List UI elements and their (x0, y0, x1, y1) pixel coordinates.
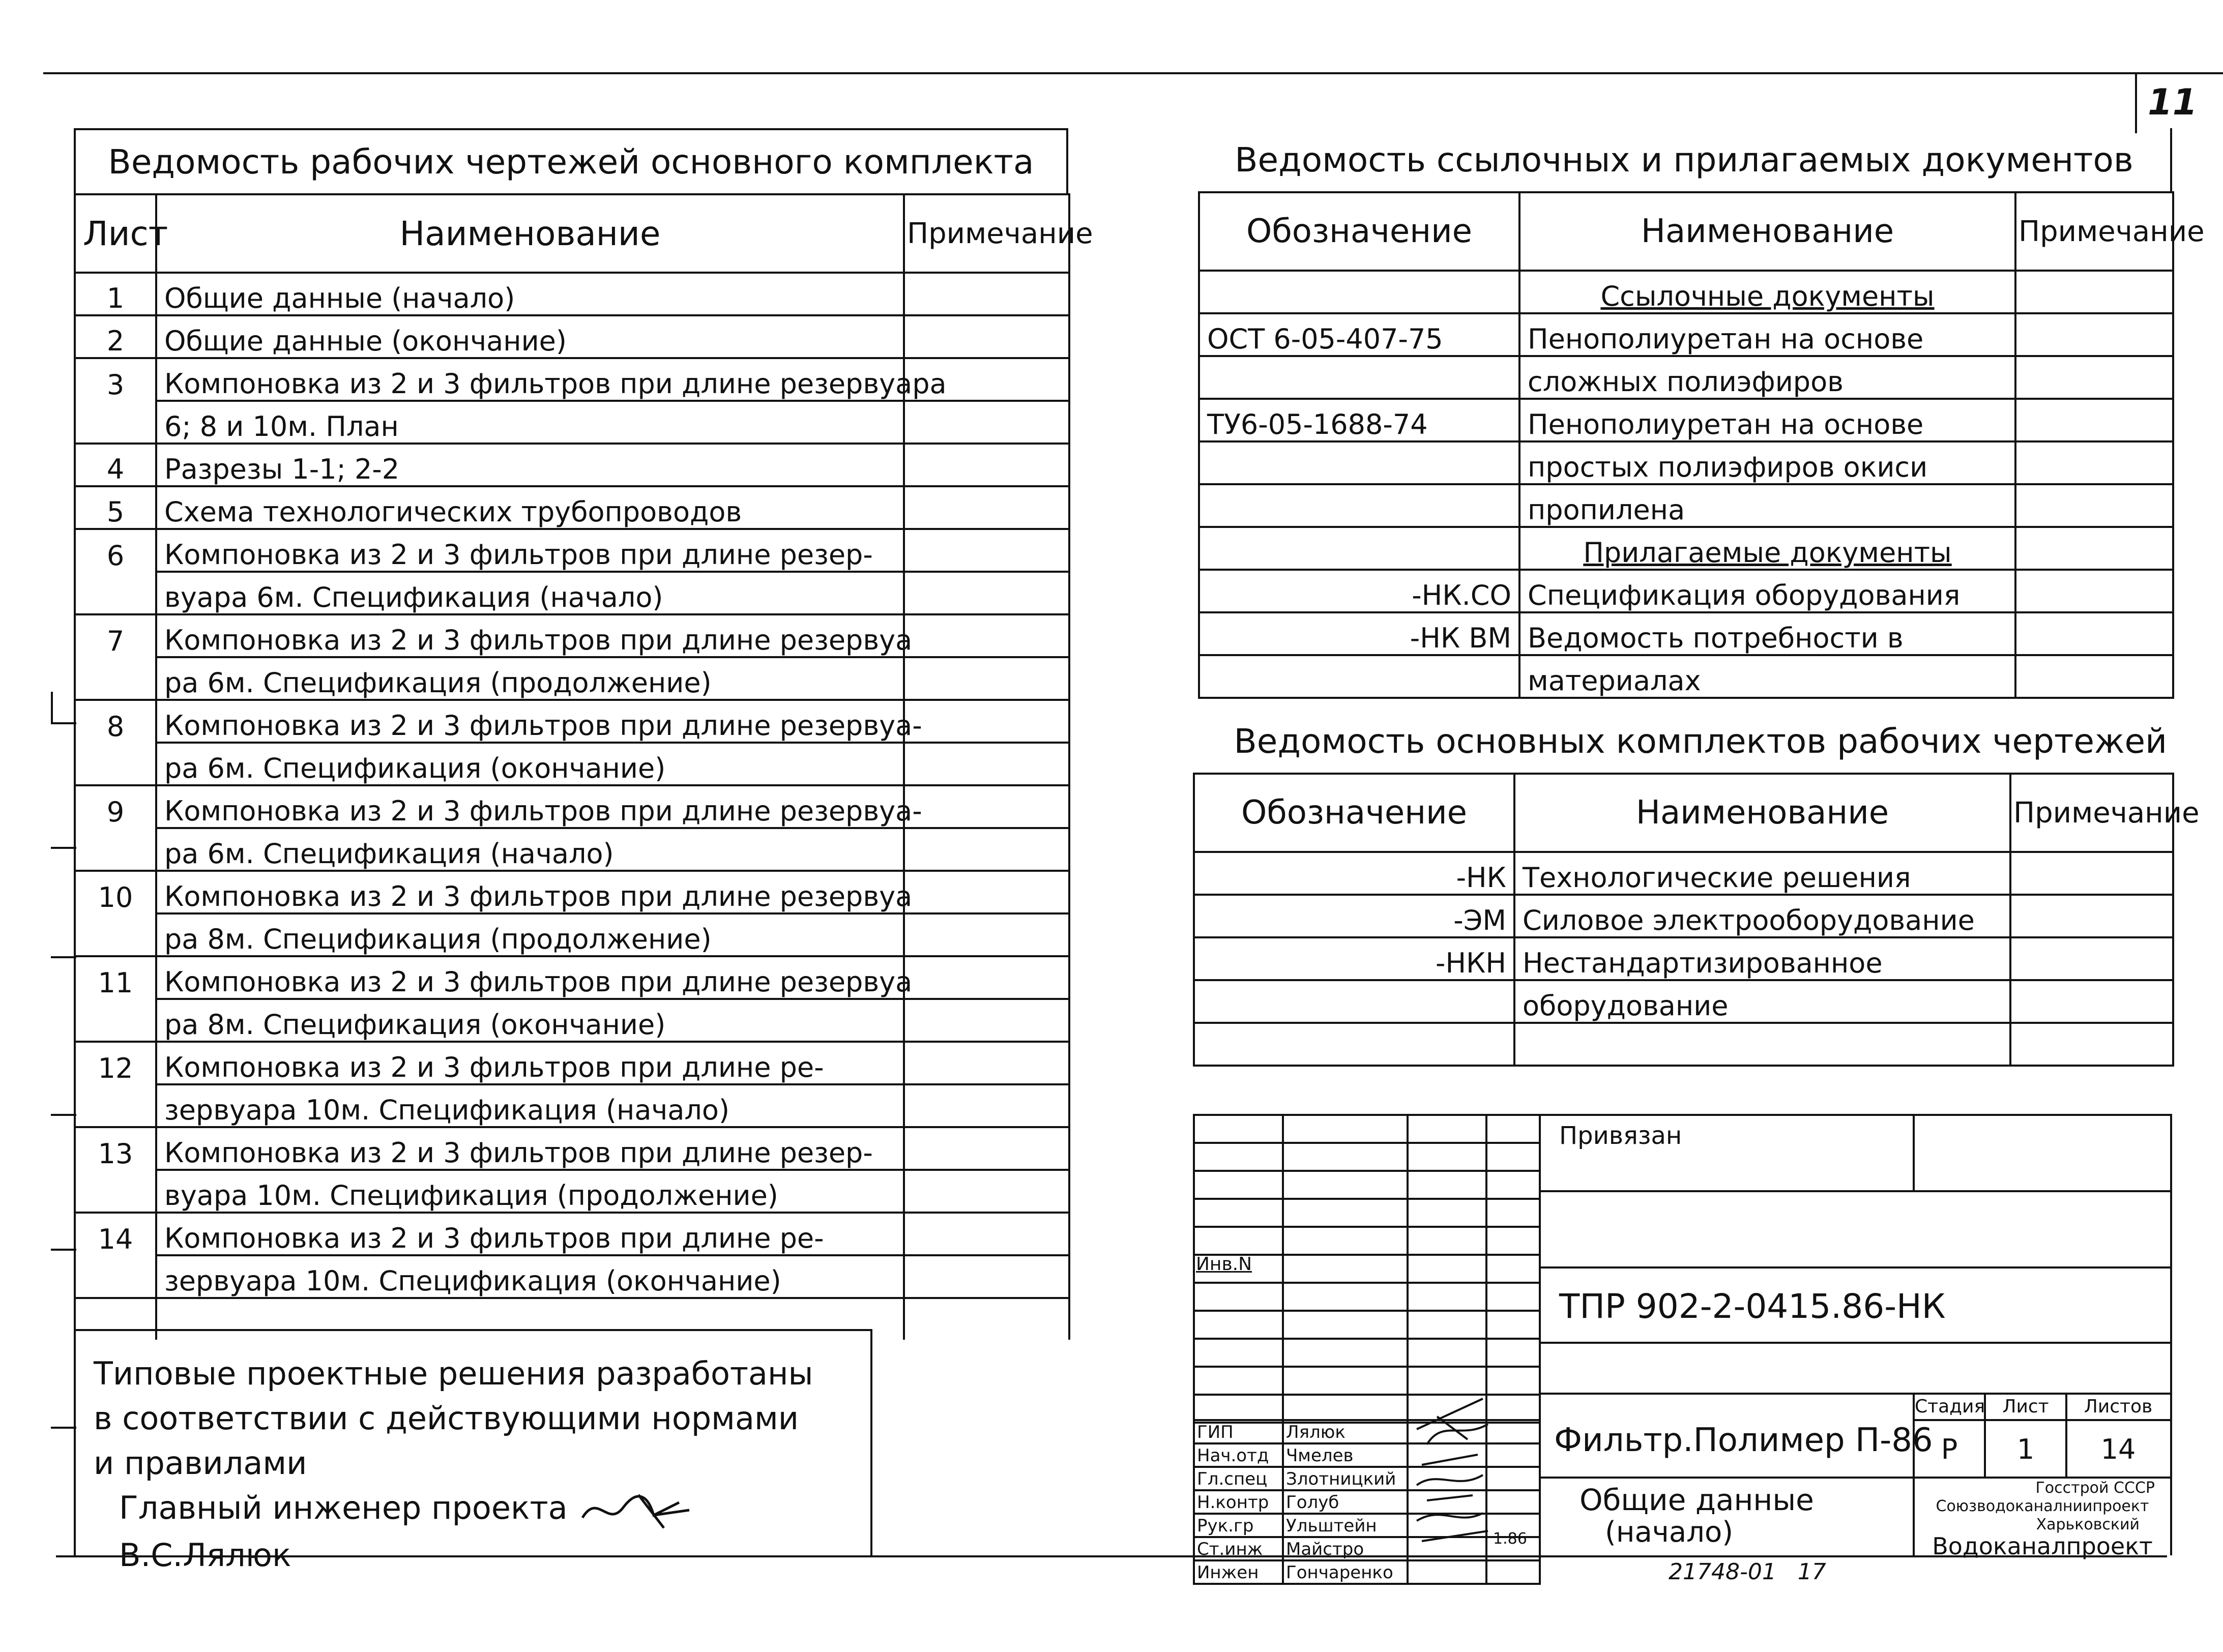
signature-name: Голуб (1283, 1490, 1408, 1514)
sheet-number (75, 999, 156, 1042)
sheet-note (904, 1084, 1069, 1127)
table-row (1194, 852, 2173, 895)
footer-number: 21748-01 17 (1669, 1559, 1826, 1585)
set-name (1514, 1023, 2010, 1066)
table-row (1199, 271, 2173, 313)
table-row (75, 1170, 1069, 1213)
chief-engineer (94, 1486, 855, 1578)
sheet-name: ра 6м. Спецификация (продолжение) (156, 657, 904, 700)
sheet-name: Компоновка из 2 и 3 фильтров при длине резервуара (156, 358, 904, 401)
signature-name: Майстро (1283, 1537, 1408, 1560)
sheet-name: ра 6м. Спецификация (окончание) (156, 743, 904, 785)
sheet-note (904, 486, 1069, 529)
sheet-number: 14 (75, 1213, 156, 1255)
margin-tick (51, 1427, 76, 1429)
table-row (75, 614, 1069, 657)
sheet-name: Общие данные (окончание) (156, 315, 904, 358)
note-line-1: Типовые проектные решения разработаны (94, 1355, 813, 1392)
signature-name: Гончаренко (1283, 1560, 1408, 1584)
set-note (2010, 1023, 2173, 1066)
sheet-title-1: Общие данные (1579, 1483, 1814, 1517)
main-sets-table (1193, 773, 2200, 1067)
set-code (1194, 1023, 1514, 1066)
sheet-number (75, 657, 156, 700)
sheet-note (904, 1042, 1069, 1084)
table-row (1194, 980, 2173, 1023)
col-name-header: Наименование (1519, 192, 2015, 271)
doc-code: -НК.СО (1199, 570, 1519, 612)
table-row (75, 1084, 1069, 1127)
sheet-note (904, 1255, 1069, 1298)
set-name: оборудование (1514, 980, 2010, 1023)
main-sheet-table (74, 193, 1093, 1340)
sheet-value: 1 (2016, 1433, 2035, 1465)
table-row (1199, 399, 2173, 441)
sheet-number: 11 (75, 956, 156, 999)
table-row (75, 743, 1069, 785)
main-sheet-list (74, 128, 1093, 1340)
set-note (2010, 852, 2173, 895)
table-row (75, 486, 1069, 529)
set-code: -НКН (1194, 937, 1514, 980)
table-row (75, 1127, 1069, 1170)
project-name: Фильтр.Полимер П-86 (1554, 1422, 1933, 1459)
signature-role: Инжен (1194, 1560, 1283, 1584)
sheet-name: зервуара 10м. Спецификация (окончание) (156, 1255, 904, 1298)
sheet-name: ра 6м. Спецификация (начало) (156, 828, 904, 871)
doc-code: -НК ВМ (1199, 612, 1519, 655)
sheet-number (75, 828, 156, 871)
set-note (2010, 895, 2173, 937)
margin-tick (51, 1114, 76, 1116)
table-row (75, 828, 1069, 871)
sheet-note (904, 315, 1069, 358)
doc-note (2015, 612, 2173, 655)
stage-value: Р (1941, 1433, 1958, 1465)
doc-name: Пенополиуретан на основе (1519, 399, 2015, 441)
org-line-2: Союзводоканалниипроект (1936, 1497, 2149, 1515)
sheet-number (75, 401, 156, 444)
reference-docs (1198, 128, 2205, 699)
table-row (1199, 527, 2173, 570)
sheet-note (904, 785, 1069, 828)
grid-line (1193, 1142, 1539, 1144)
col-code-header: Обозначение (1194, 774, 1514, 852)
signature-cell (1408, 1560, 1486, 1584)
chief-engineer-name: В.С.Лялюк (119, 1536, 291, 1574)
sheet-number (75, 1170, 156, 1213)
doc-note (2015, 399, 2173, 441)
col-sheet-header: Лист (75, 194, 156, 273)
grid-line (1193, 1366, 1539, 1368)
table-row (1199, 570, 2173, 612)
sheets-label: Листов (2084, 1396, 2153, 1417)
sheet-name: Компоновка из 2 и 3 фильтров при длине резервуа- (156, 700, 904, 743)
sheet-number: 5 (75, 486, 156, 529)
doc-code (1199, 271, 1519, 313)
table-header (1194, 774, 2173, 852)
grid-line (1193, 1170, 1539, 1172)
sheet-number: 13 (75, 1127, 156, 1170)
table-row (1194, 937, 2173, 980)
section-heading: Прилагаемые документы (1519, 527, 2015, 570)
doc-name: пропилена (1519, 484, 2015, 527)
table-row (75, 572, 1069, 614)
table-header (1199, 192, 2173, 271)
grid-line (1539, 1477, 2172, 1479)
sheet-name: зервуара 10м. Спецификация (начало) (156, 1084, 904, 1127)
doc-code (1199, 655, 1519, 698)
table-row (75, 444, 1069, 486)
sheet-name: вуара 10м. Спецификация (продолжение) (156, 1170, 904, 1213)
doc-note (2015, 484, 2173, 527)
signature-name: Лялюк (1283, 1420, 1408, 1443)
sheet-note (904, 614, 1069, 657)
table-row (75, 1213, 1069, 1255)
table-row (75, 273, 1069, 315)
table-row (75, 401, 1069, 444)
doc-code: ТУ6-05-1688-74 (1199, 399, 1519, 441)
document-code: ТПР 902-2-0415.86-НК (1559, 1287, 1946, 1326)
sheet-number: 10 (75, 871, 156, 913)
doc-note (2015, 570, 2173, 612)
table-row (1199, 441, 2173, 484)
doc-name: Спецификация оборудования (1519, 570, 2015, 612)
sheet-name: Компоновка из 2 и 3 фильтров при длине ре- (156, 1042, 904, 1084)
table-row (75, 700, 1069, 743)
sheet-name: Разрезы 1-1; 2-2 (156, 444, 904, 486)
sheet-name: ра 8м. Спецификация (продолжение) (156, 913, 904, 956)
doc-code: ОСТ 6-05-407-75 (1199, 313, 1519, 356)
table-row (1199, 655, 2173, 698)
sheet-note (904, 871, 1069, 913)
org-line-3: Харьковский (2036, 1516, 2140, 1533)
sheet-note (904, 401, 1069, 444)
doc-note (2015, 527, 2173, 570)
sheet-number (75, 572, 156, 614)
sheet-number (75, 1084, 156, 1127)
signatures-scribble-icon (1407, 1368, 1498, 1551)
page-number-divider (2135, 72, 2137, 133)
set-name: Нестандартизированное (1514, 937, 2010, 980)
doc-code (1199, 441, 1519, 484)
page-number: 11 (2148, 81, 2198, 123)
sheet-name: Компоновка из 2 и 3 фильтров при длине резервуа- (156, 785, 904, 828)
table-row (75, 1042, 1069, 1084)
reference-docs-table (1198, 191, 2205, 699)
date-mark: 1.86 (1493, 1530, 1527, 1548)
sheet-name: Общие данные (начало) (156, 273, 904, 315)
sheet-name: вуара 6м. Спецификация (начало) (156, 572, 904, 614)
table-row (75, 871, 1069, 913)
set-name: Технологические решения (1514, 852, 2010, 895)
signature-role: ГИП (1194, 1420, 1283, 1443)
grid-line (1193, 1198, 1539, 1200)
attached-label: Привязан (1559, 1122, 1682, 1150)
organization (1915, 1479, 2170, 1558)
doc-note (2015, 441, 2173, 484)
sheet-note (904, 913, 1069, 956)
sheet-number (75, 1255, 156, 1298)
sheet-rows (75, 273, 1069, 1298)
table-row (75, 785, 1069, 828)
set-note (2010, 980, 2173, 1023)
doc-code (1199, 484, 1519, 527)
col-code-header: Обозначение (1199, 192, 1519, 271)
grid-line (1193, 1226, 1539, 1228)
signature-icon (577, 1487, 694, 1533)
sheet-name: 6; 8 и 10м. План (156, 401, 904, 444)
signature-role: Гл.спец (1194, 1467, 1283, 1490)
grid-line (1913, 1114, 1915, 1190)
main-sheet-list-title: Ведомость рабочих чертежей основного комплекта (108, 142, 1034, 182)
grid-line (1539, 1393, 2172, 1395)
sheet-number: 4 (75, 444, 156, 486)
grid-line (1539, 1190, 2172, 1192)
doc-note (2015, 356, 2173, 399)
main-sheet-list-title-box (74, 128, 1068, 193)
sheet-number: 6 (75, 529, 156, 572)
doc-name: материалах (1519, 655, 2015, 698)
sheet-note (904, 1170, 1069, 1213)
reference-docs-title-box (1198, 128, 2172, 191)
doc-note (2015, 313, 2173, 356)
grid-line (1913, 1419, 2172, 1421)
sheet-note (904, 572, 1069, 614)
signature-name: Злотницкий (1283, 1467, 1408, 1490)
table-row (1194, 1023, 2173, 1066)
sheet-name: ра 8м. Спецификация (окончание) (156, 999, 904, 1042)
org-line-4: Водоканалпроект (1932, 1532, 2153, 1560)
sheet-note (904, 700, 1069, 743)
stage-label: Стадия (1915, 1396, 1985, 1417)
grid-line (1193, 1310, 1539, 1312)
sheet-name: Компоновка из 2 и 3 фильтров при длине резер- (156, 529, 904, 572)
empty-cell (904, 1298, 1069, 1340)
reference-rows (1199, 271, 2173, 698)
table-row (75, 358, 1069, 401)
table-row (1199, 313, 2173, 356)
grid-line (1193, 1338, 1539, 1340)
note-line-2: в соответствии с действующими нормами (94, 1400, 799, 1437)
sheet-name: Компоновка из 2 и 3 фильтров при длине резер- (156, 1127, 904, 1170)
grid-line (1193, 1282, 1539, 1284)
set-note (2010, 937, 2173, 980)
section-heading: Ссылочные документы (1519, 271, 2015, 313)
set-code: -ЭМ (1194, 895, 1514, 937)
sheet-note (904, 273, 1069, 315)
signature-role: Нач.отд (1194, 1443, 1283, 1467)
sheet-name: Компоновка из 2 и 3 фильтров при длине резервуа (156, 614, 904, 657)
sheet-number: 2 (75, 315, 156, 358)
sheet-note (904, 657, 1069, 700)
signature-row (1194, 1560, 1540, 1584)
grid-line (1539, 1342, 2172, 1344)
col-note-header: Примечание (2010, 774, 2173, 852)
sheet-number: 3 (75, 358, 156, 401)
sheet-number: 1 (75, 273, 156, 315)
set-name: Силовое электрооборудование (1514, 895, 2010, 937)
sheet-name: Компоновка из 2 и 3 фильтров при длине резервуа (156, 871, 904, 913)
col-name-header: Наименование (1514, 774, 2010, 852)
sheet-number: 7 (75, 614, 156, 657)
col-note-header: Примечание (2015, 192, 2173, 271)
table-row (1199, 356, 2173, 399)
doc-code (1199, 527, 1519, 570)
sheet-number (75, 913, 156, 956)
table-row (75, 315, 1069, 358)
table-row (1194, 895, 2173, 937)
table-row (75, 529, 1069, 572)
sheet-note (904, 1213, 1069, 1255)
signature-name: Ульштейн (1283, 1514, 1408, 1537)
sheet-note (904, 828, 1069, 871)
date-cell (1486, 1560, 1540, 1584)
sheet-number: 9 (75, 785, 156, 828)
set-code (1194, 980, 1514, 1023)
sheet-number: 12 (75, 1042, 156, 1084)
sheet-name: Схема технологических трубопроводов (156, 486, 904, 529)
sheet-note (904, 956, 1069, 999)
sheet-title-2: (начало) (1605, 1516, 1734, 1549)
table-row (75, 657, 1069, 700)
sheets-value: 14 (2100, 1433, 2136, 1465)
margin-tick (51, 956, 76, 958)
sheet-note (904, 1127, 1069, 1170)
sheet-note (904, 999, 1069, 1042)
main-sets-title-box (1193, 710, 2172, 773)
table-row (1199, 484, 2173, 527)
margin-tick (51, 692, 53, 722)
doc-name: Пенополиуретан на основе (1519, 313, 2015, 356)
main-sets (1193, 710, 2200, 1067)
margin-tick (51, 722, 76, 724)
doc-name: сложных полиэфиров (1519, 356, 2015, 399)
signature-role: Н.контр (1194, 1490, 1283, 1514)
main-sets-title: Ведомость основных комплектов рабочих чертежей (1234, 721, 2167, 761)
inv-label: Инв.N (1196, 1254, 1252, 1275)
signature-role: Ст.инж (1194, 1537, 1283, 1560)
note-box (74, 1329, 872, 1574)
sheet-label: Лист (2002, 1396, 2049, 1417)
signature-role: Рук.гр (1194, 1514, 1283, 1537)
chief-engineer-label: Главный инженер проекта (119, 1489, 568, 1526)
doc-note (2015, 271, 2173, 313)
doc-note (2015, 655, 2173, 698)
sheet-name: Компоновка из 2 и 3 фильтров при длине ре- (156, 1213, 904, 1255)
sheet-number: 8 (75, 700, 156, 743)
sheet-note (904, 529, 1069, 572)
set-rows (1194, 852, 2173, 1066)
top-border (43, 72, 2223, 74)
col-name-header: Наименование (156, 194, 904, 273)
reference-docs-title: Ведомость ссылочных и прилагаемых документов (1235, 140, 2133, 180)
table-row (1199, 612, 2173, 655)
signature-name: Чмелев (1283, 1443, 1408, 1467)
sheet-note (904, 444, 1069, 486)
sheet-name: Компоновка из 2 и 3 фильтров при длине резервуа (156, 956, 904, 999)
doc-name: простых полиэфиров окиси (1519, 441, 2015, 484)
table-row (75, 913, 1069, 956)
grid-line (1539, 1266, 2172, 1268)
note-line-3: и правилами (94, 1444, 307, 1482)
org-line-1: Госстрой СССР (2035, 1479, 2155, 1497)
sheet-number (75, 743, 156, 785)
sheet-note (904, 743, 1069, 785)
table-row (75, 1255, 1069, 1298)
doc-code (1199, 356, 1519, 399)
col-note-header: Примечание (904, 194, 1069, 273)
table-row (75, 999, 1069, 1042)
margin-tick (51, 1249, 76, 1251)
set-code: -НК (1194, 852, 1514, 895)
margin-tick (51, 847, 76, 849)
table-header (75, 194, 1069, 273)
table-row (75, 956, 1069, 999)
doc-name: Ведомость потребности в (1519, 612, 2015, 655)
